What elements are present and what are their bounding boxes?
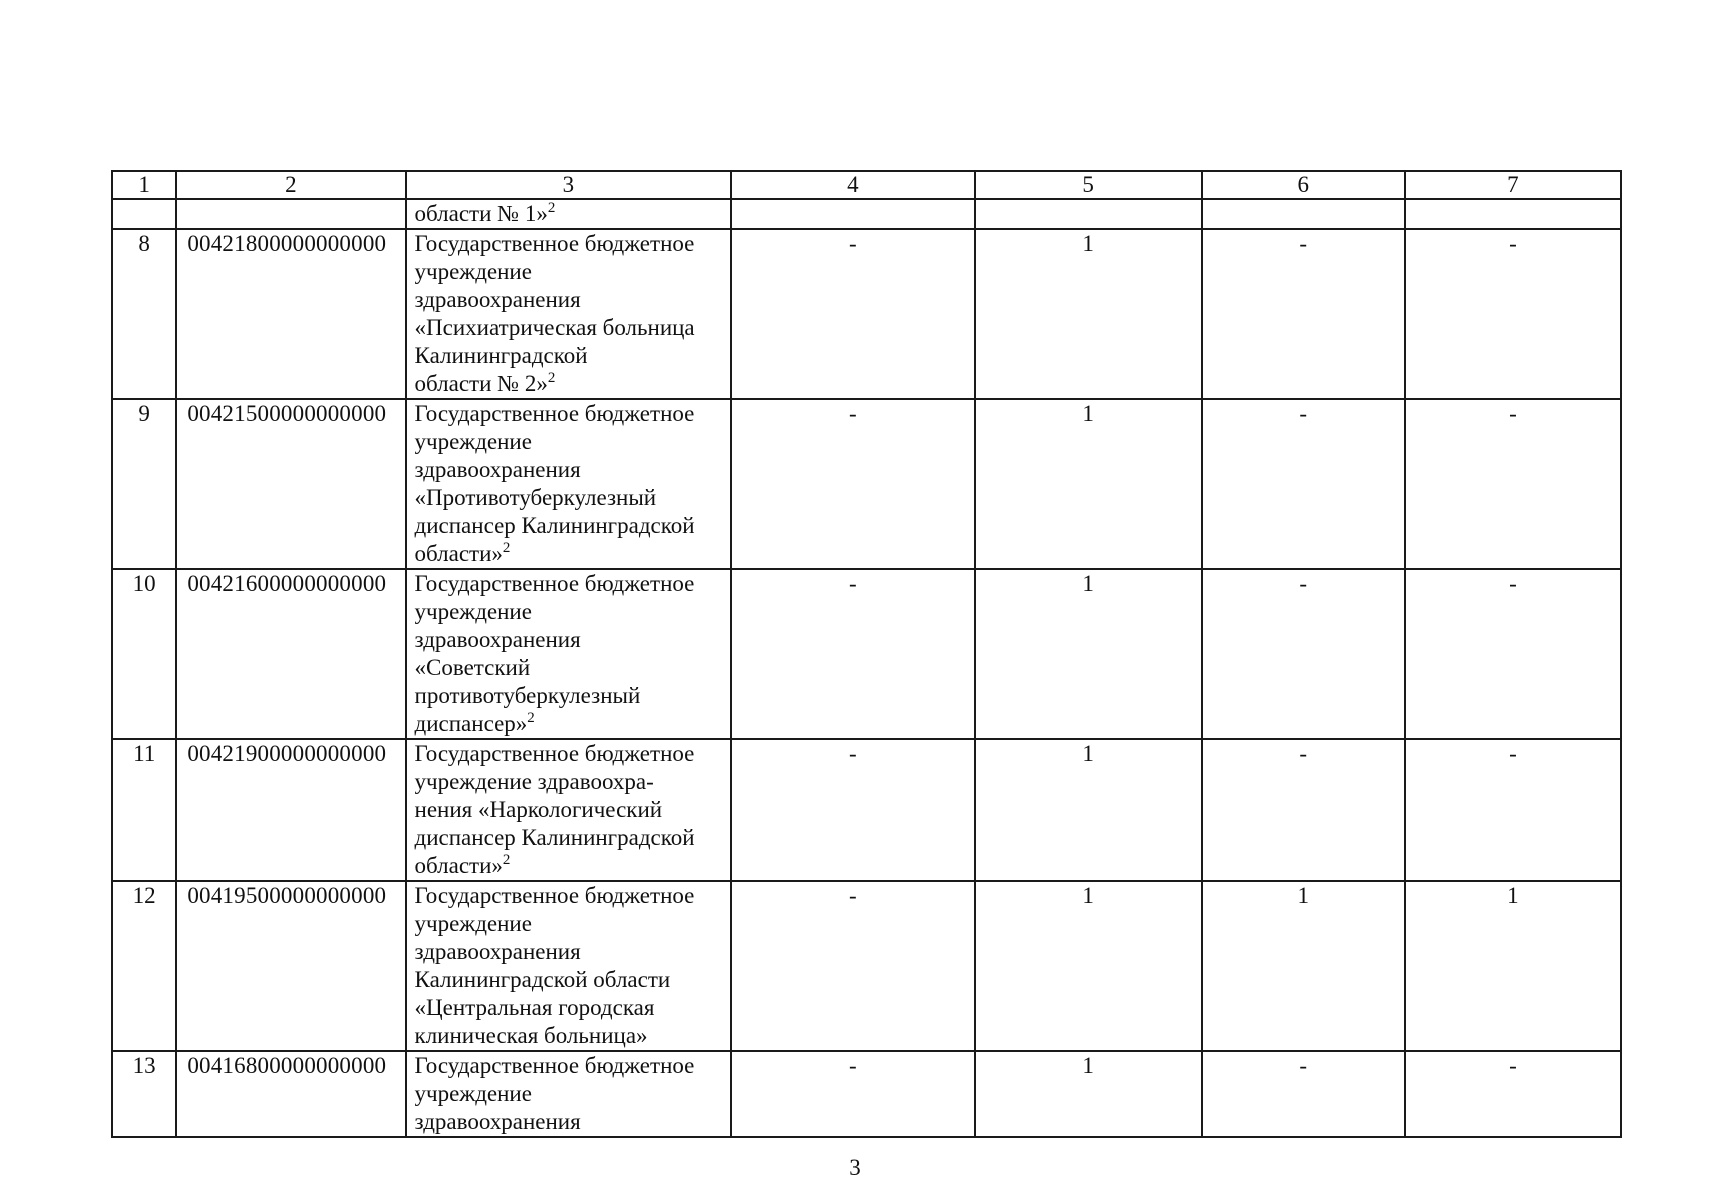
column-number-5: 5 bbox=[975, 171, 1202, 199]
cell-code bbox=[176, 199, 405, 229]
row-col5: 1 bbox=[975, 881, 1202, 1051]
row-col4: - bbox=[731, 1051, 974, 1137]
row-name bbox=[406, 569, 732, 739]
footnote-mark: 2 bbox=[547, 370, 556, 386]
row-number: 8 bbox=[112, 229, 176, 399]
column-number-6: 6 bbox=[1202, 171, 1405, 199]
name-text: Государственное бюджетное учреждение здравоохранения «Психиатрическая больница Калининградской области № 2» bbox=[414, 231, 695, 396]
row-col6: 1 bbox=[1202, 881, 1405, 1051]
row-name bbox=[406, 881, 732, 1051]
page-number: 3 bbox=[849, 1155, 861, 1180]
column-number-4: 4 bbox=[731, 171, 974, 199]
column-number-7: 7 bbox=[1405, 171, 1621, 199]
data-table bbox=[111, 170, 1622, 1138]
name-text: Государственное бюджетное учреждение здравоохранения «Советский противотуберкулезный диспансер» bbox=[414, 571, 695, 736]
row-number: 9 bbox=[112, 399, 176, 569]
row-col4: - bbox=[731, 569, 974, 739]
cell-col7 bbox=[1405, 199, 1621, 229]
row-col7: - bbox=[1405, 1051, 1621, 1137]
row-col6: - bbox=[1202, 739, 1405, 881]
row-code: 00416800000000000 bbox=[176, 1051, 405, 1137]
column-number-1: 1 bbox=[112, 171, 176, 199]
row-name bbox=[406, 399, 732, 569]
table-row bbox=[112, 739, 1621, 881]
row-number: 12 bbox=[112, 881, 176, 1051]
continuation-row bbox=[112, 199, 1621, 229]
table-row bbox=[112, 1051, 1621, 1137]
row-col5: 1 bbox=[975, 1051, 1202, 1137]
row-name bbox=[406, 229, 732, 399]
cell-col4 bbox=[731, 199, 974, 229]
name-text: Государственное бюджетное учреждение здравоохранения bbox=[414, 1053, 695, 1134]
row-col5: 1 bbox=[975, 229, 1202, 399]
column-number-2: 2 bbox=[176, 171, 405, 199]
row-code: 00421500000000000 bbox=[176, 399, 405, 569]
column-number-3: 3 bbox=[406, 171, 732, 199]
row-col5: 1 bbox=[975, 739, 1202, 881]
row-col4: - bbox=[731, 399, 974, 569]
row-code: 00421600000000000 bbox=[176, 569, 405, 739]
name-text: области № 1» bbox=[414, 201, 548, 226]
row-col7: - bbox=[1405, 569, 1621, 739]
table-row bbox=[112, 229, 1621, 399]
row-name bbox=[406, 739, 732, 881]
footnote-mark: 2 bbox=[502, 852, 511, 868]
name-text: Государственное бюджетное учреждение здравоохранения «Противотуберкулезный диспансер Калининградской области» bbox=[414, 401, 695, 566]
row-number: 11 bbox=[112, 739, 176, 881]
row-col7: - bbox=[1405, 399, 1621, 569]
row-number: 10 bbox=[112, 569, 176, 739]
name-text: Государственное бюджетное учреждение здравоохра- нения «Наркологический диспансер Калининградской области» bbox=[414, 741, 695, 878]
footnote-mark: 2 bbox=[527, 710, 535, 726]
row-col4: - bbox=[731, 739, 974, 881]
row-col6: - bbox=[1202, 229, 1405, 399]
row-code: 00421900000000000 bbox=[176, 739, 405, 881]
cell-col6 bbox=[1202, 199, 1405, 229]
row-code: 00419500000000000 bbox=[176, 881, 405, 1051]
column-number-row bbox=[112, 171, 1621, 199]
footnote-mark: 2 bbox=[502, 540, 511, 556]
footnote-mark: 2 bbox=[547, 200, 556, 216]
table-row bbox=[112, 881, 1621, 1051]
cell-num bbox=[112, 199, 176, 229]
cell-col5 bbox=[975, 199, 1202, 229]
row-col6: - bbox=[1202, 1051, 1405, 1137]
name-text: Государственное бюджетное учреждение здравоохранения Калининградской области «Центральная городская клиническая больница» bbox=[414, 883, 695, 1048]
row-col6: - bbox=[1202, 569, 1405, 739]
row-col7: 1 bbox=[1405, 881, 1621, 1051]
row-code: 00421800000000000 bbox=[176, 229, 405, 399]
row-col4: - bbox=[731, 881, 974, 1051]
cell-name bbox=[406, 199, 732, 229]
row-col5: 1 bbox=[975, 569, 1202, 739]
table-row bbox=[112, 399, 1621, 569]
row-col6: - bbox=[1202, 399, 1405, 569]
row-name bbox=[406, 1051, 732, 1137]
row-col7: - bbox=[1405, 229, 1621, 399]
row-col4: - bbox=[731, 229, 974, 399]
row-col5: 1 bbox=[975, 399, 1202, 569]
table-row bbox=[112, 569, 1621, 739]
row-number: 13 bbox=[112, 1051, 176, 1137]
row-col7: - bbox=[1405, 739, 1621, 881]
